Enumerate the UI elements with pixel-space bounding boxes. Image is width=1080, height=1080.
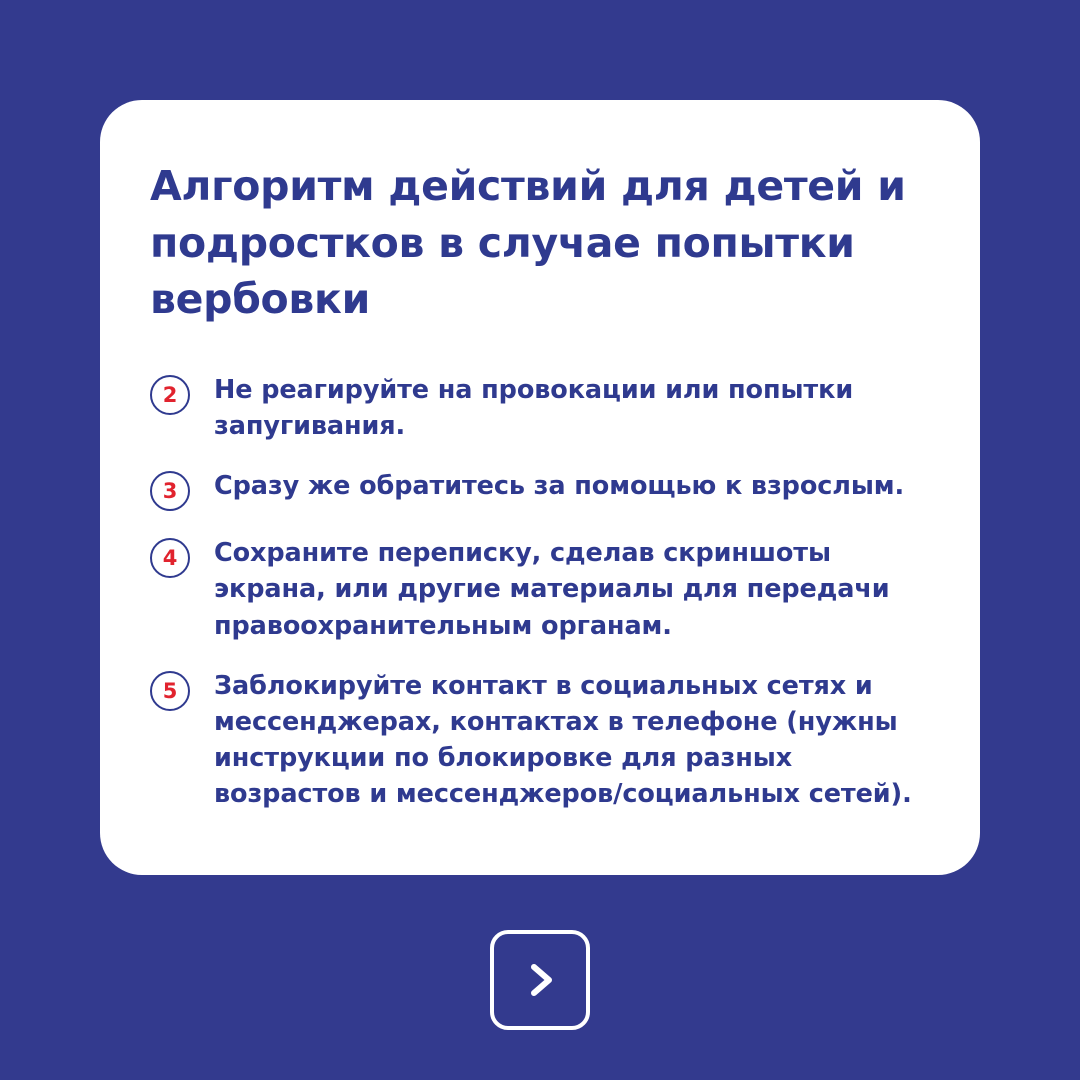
page-title: Алгоритм действий для детей и подростков в случае попытки вербовки [150, 162, 906, 324]
step-number-badge: 4 [150, 538, 190, 578]
step-text: Сразу же обратитесь за помощью к взрослым. [214, 471, 905, 502]
step-text: Сохраните переписку, сделав скриншоты экрана, или другие материалы для передачи правоохранительным органам. [214, 538, 890, 641]
list-item [150, 468, 916, 511]
step-number-badge: 2 [150, 375, 190, 415]
list-item [150, 372, 916, 444]
step-number-badge: 3 [150, 471, 190, 511]
next-slide-button[interactable] [490, 930, 590, 1030]
step-text: Не реагируйте на провокации или попытки запугивания. [214, 374, 854, 441]
step-text: Заблокируйте контакт в социальных сетях и мессенджерах, контактах в телефоне (нужны инструкции по блокировке для разных возрастов и мессенджеров/социальных сетей). [214, 670, 912, 810]
step-number-badge: 5 [150, 671, 190, 711]
steps-list [150, 372, 916, 813]
list-item [150, 668, 916, 813]
content-card [100, 100, 980, 875]
chevron-right-icon [518, 958, 562, 1002]
list-item [150, 535, 916, 644]
